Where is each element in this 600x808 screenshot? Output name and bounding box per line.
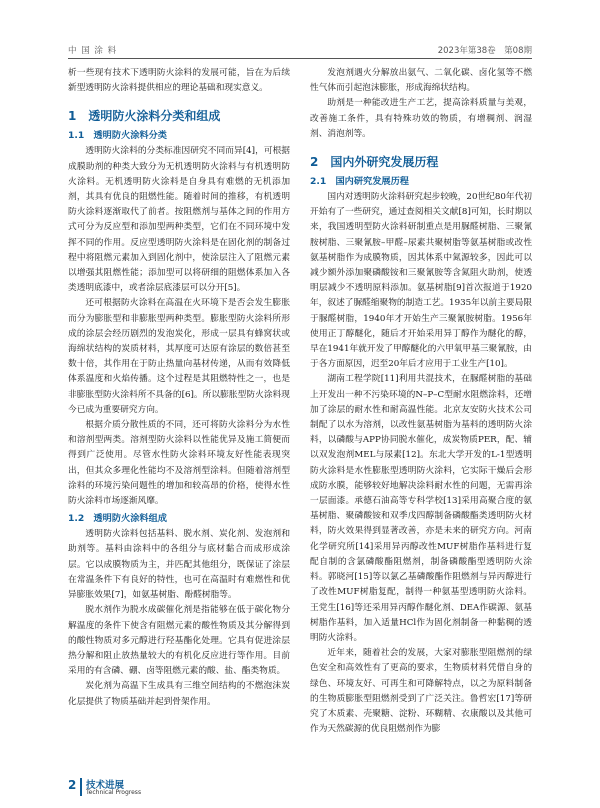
issue-info: 2023年第38卷 第08期 [437,46,532,56]
paragraph: 炭化剂为高温下生成具有三维空间结构的不燃泡沫炭化层提供了物质基础并起到骨架作用。 [68,681,290,707]
journal-name: 中 国 涂 料 [68,46,118,56]
section-heading-1: 1 透明防火涂料分类和组成 [68,109,221,124]
paragraph: 发泡剂遇火分解放出氨气、二氧化碳、卤化氢等不燃性气体而引起泡沫膨胀，形成海绵状结构。 [310,68,532,94]
section-heading-2: 2 国内外研究发展历程 [310,155,439,170]
footer-section-subtitle: Technical Progress [86,789,142,796]
subsection-heading-2-1: 2.1 国内研究发展历程 [310,176,409,188]
paragraph: 脱水剂作为脱水成碳催化剂是指能够在低于碳化物分解温度的条件下使含有阻燃元素的酸性物质及其分解得到的酸性物质对多元醇进行羟基酯化处理。它具有促进涂层热分解和阻止放热量较大的有机化反应进行等作用。目前采用的有含磷、硼、卤等阻燃元素的酸、盐、酯类物质。 [68,605,290,677]
paragraph: 助剂是一种能改进生产工艺，提高涂料质量与美观，改善施工条件，具有特殊功效的物质，有增稠剂、润湿剂、消泡剂等。 [310,98,532,139]
intro-paragraph: 析一些现有技术下透明防火涂料的发展可能，旨在为后续新型透明防火涂料提供相应的理论基础和现实意义。 [68,68,290,94]
subsection-heading-1-2: 1.2 透明防火涂料组成 [68,513,167,525]
running-header [68,44,532,58]
footer-section-title: 技术进展 [86,780,125,791]
right-column [310,66,532,737]
left-column [68,66,290,710]
page-number: 2 [68,778,77,792]
subsection-heading-1-1: 1.1 透明防火涂料分类 [68,130,167,142]
paragraph: 根据介质分散性质的不同，还可将防火涂料分为水性和溶剂型两类。溶剂型防火涂料以性能优异及施工简便而得到广泛使用。尽管水性防火涂料环境友好性能表现突出，但其众多理化性能均不及溶剂型涂料。但随着溶剂型涂料的环境污染问题性的增加和较高昂的价格，使得水性防火涂料市场逐渐风靡。 [68,420,290,507]
header-rule [68,58,532,59]
paragraph: 国内对透明防火涂料研究起步较晚，20世纪80年代初开始有了一些研究，通过查阅相关文献[8]可知，长时期以来，我国透明型防火涂料研制重点是用脲醛树脂、三聚氰胺树脂、三聚氰胺–甲醛–尿素共聚树脂等氨基树脂或改性氨基树脂作为成膜物质，因其体系中氮源较多，因此可以减少额外添加聚磷酸铵和三聚氰胺等含氮阻火助剂，使透明层减少不透明原料添加。氨基树脂[9]首次报道于1920年，叙述了脲醛缩聚物的制造工艺。1935年以前主要局限于脲醛树脂，1940年才开始生产三聚氰胺树脂。1956年使用正丁醇醚化，随后才开始采用异丁醇作为醚化的醇，早在1941年就开发了甲醇醚化的六甲氧甲基三聚氰胺，由于各方面原因，迟至20年后才应用于工业生产[10]。 [310,192,532,370]
paragraph: 近年来，随着社会的发展，大家对膨胀型阻燃剂的绿色安全和高效性有了更高的要求，生物质材料凭借自身的绿色、环境友好、可再生和可降解特点，以之为原料制备的生物质膨胀型阻燃剂受到了广泛关注。鲁哲宏[17]等研究了木质素、壳聚糖、淀粉、环糊精、衣康酸以及其他可作为天然碳源的优良阻燃剂作为膨 [310,648,532,735]
paragraph: 透明防火涂料包括基料、脱水剂、炭化剂、发泡剂和助剂等。基料由涂料中的各组分与底材黏合而成形成涂层。它以成膜物质为主，并匹配其他组分，既保证了涂层在常温条件下有良好的特性，也可在高温时有难燃性和优异膨胀效果[7]，如氨基树脂、酚醛树脂等。 [68,529,290,601]
paragraph: 透明防火涂料的分类标准因研究不同而异[4]，可根据成膜助剂的种类大致分为无机透明防火涂料与有机透明防火涂料。无机透明防火涂料是自身具有难燃的无机添加剂，其具有优良的阻燃性能。随着时间的推移，有机透明防火涂料逐渐取代了前者。按阻燃剂与基体之间的作用方式可分为反应型和添加型两种类型，它们在不同环境中发挥不同的作用。反应型透明防火涂料是在固化剂的制备过程中将阻燃元素加入到固化剂中，使涂层注入了阻燃元素以增强其阻燃性能；添加型可以将研细的阻燃体系加入各类透明底漆中，或者涂层底漆层可以分开[5]。 [68,146,290,294]
paragraph: 还可根据防火涂料在高温在火环境下是否会发生膨胀而分为膨胀型和非膨胀型两种类型。膨胀型防火涂料所形成的涂层会经历剧烈的发泡炭化，形成一层具有蜂窝状或海绵状结构的炭质材料，其厚度可达原有涂层的数倍甚至数十倍，其作用在于防止热量向基材传递，从而有效降低体系温度和火焰传播。这个过程是其阻燃特性之一，也是非膨胀型防火涂料所不具备的[6]。所以膨胀型防火涂料现今已成为重要研究方向。 [68,298,290,415]
footer-divider [80,778,82,796]
paragraph: 湖南工程学院[11]利用共混技术，在脲醛树脂的基础上开发出一种不污染环境的N–P–C型耐水阻燃涂料，还增加了涂层的耐水性和耐高温性能。北京友安防火技术公司制配了以水为溶剂，以改性氨基树脂为基料的透明防火涂料，以磷酸与APP协同脱水催化，成炭物质PER，配、辅以双发泡剂MEL与尿素[12]。东北大学开发的L-1型透明防火涂料是水性膨胀型透明防火涂料，它实际干燥后会形成防水膜，能够较好地解决涂料耐水性的问题，无需再涂一层面漆。承德石油高等专科学校[13]采用高聚合度的氨基树脂、聚磷酸铵和双季戊四醇制备磷酸酯类透明防火材料，防火效果得到显著改善，亦是未来的研究方向。河南化学研究所[14]采用异丙醇改性MUF树脂作基料进行复配自制的含氯磷酸酯阻燃剂，制备磷酸酯型透明防火涂料。郭晓河[15]等以氯乙基磷酸酯作阻燃剂与异丙醇进行了改性MUF树脂复配，制得一种氨基型透明防火涂料。王党生[16]等还采用异丙醇作醚化剂、DEA作碳源、氨基树脂作基料，加入适量HCl作为固化剂制备一种黏稠的透明防火涂料。 [310,374,532,643]
